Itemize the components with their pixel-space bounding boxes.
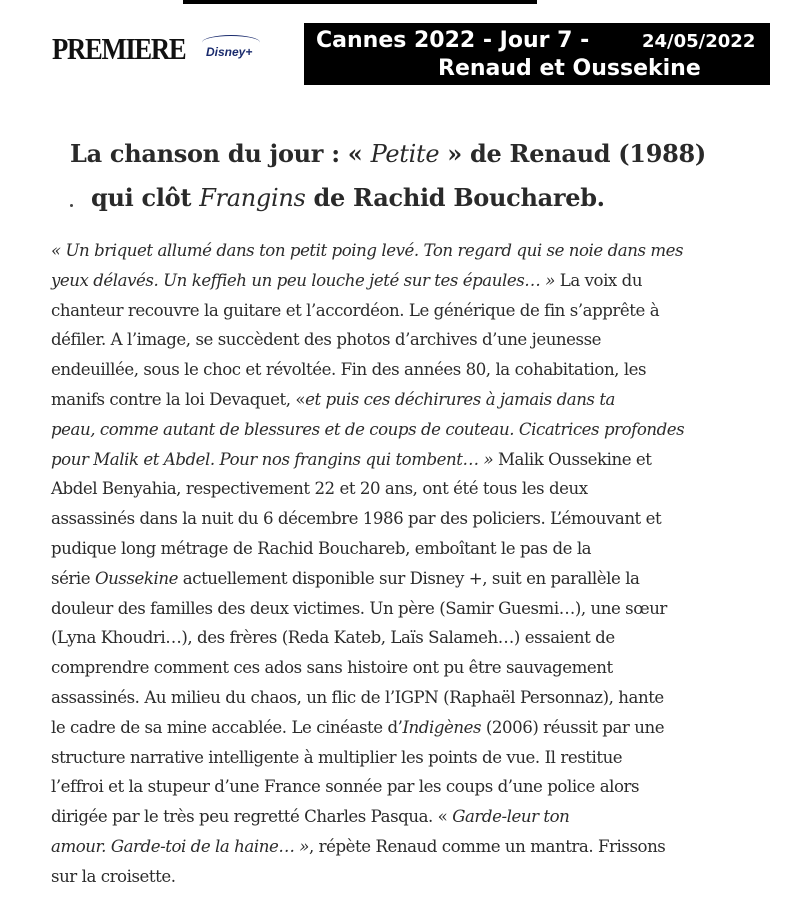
italic-text: pour Malik et Abdel. Pour nos frangins qui tombent… » — [51, 449, 494, 469]
article-line — [51, 683, 757, 713]
article-line — [51, 296, 757, 326]
text: série — [51, 568, 95, 588]
disney-plus-logo: Disney+ — [206, 45, 253, 59]
text: structure narrative intelligente à multiplier les points de vue. Il restitue — [51, 747, 623, 767]
text: manifs contre la loi Devaquet, « — [51, 389, 306, 409]
article-line — [51, 236, 757, 266]
article-line — [51, 772, 757, 802]
italic-text: « Un briquet allumé dans ton petit poing levé. Ton regard qui se noie dans mes — [51, 241, 684, 260]
article-line — [51, 385, 757, 415]
banner-date: 24/05/2022 — [642, 31, 756, 52]
article-line — [51, 534, 757, 564]
bullet-dot — [70, 204, 73, 207]
text: douleur des familles des deux victimes. Un père (Samir Guesmi…), une sœur — [51, 598, 667, 618]
article-line — [51, 474, 757, 504]
text: La voix du — [554, 270, 643, 290]
article-line — [51, 862, 757, 892]
text: assassinés dans la nuit du 6 décembre 1986 par des policiers. L’émouvant et — [51, 509, 662, 529]
text: défiler. A l’image, se succèdent des photos d’archives d’une jeunesse — [51, 330, 602, 350]
headline — [70, 132, 770, 220]
italic-text: yeux délavés. Un keffieh un peu louche jeté sur tes épaules… » — [51, 270, 555, 290]
text: dirigée par le très peu regretté Charles Pasqua. « — [51, 807, 453, 827]
italic-text: Oussekine — [94, 568, 178, 588]
text: comprendre comment ces ados sans histoire ont pu être sauvagement — [51, 658, 613, 678]
text: actuellement disponible sur Disney +, suit en parallèle la — [177, 568, 640, 588]
banner-subtitle: Renaud et Oussekine — [438, 56, 701, 81]
article-body — [51, 236, 757, 892]
article-line — [51, 355, 757, 385]
text: Abdel Benyahia, respectivement 22 et 20 ans, ont été tous les deux — [51, 479, 588, 499]
italic-text: Indigènes — [402, 717, 482, 737]
article-line — [51, 832, 757, 862]
text: sur la croisette. — [51, 866, 176, 886]
italic-text: amour. Garde-toi de la haine… » — [51, 836, 309, 856]
italic-text: peau, comme autant de blessures et de coups de couteau. Cicatrices profondes — [51, 419, 685, 439]
text: pudique long métrage de Rachid Bouchareb, emboîtant le pas de la — [51, 538, 592, 558]
article-line — [51, 564, 757, 594]
article-line — [51, 653, 757, 683]
article-line — [51, 266, 757, 296]
article-line — [51, 415, 757, 445]
article-line — [51, 623, 757, 653]
text: le cadre de sa mine accablée. Le cinéaste d’ — [51, 717, 403, 737]
text: endeuillée, sous le choc et révoltée. Fin des années 80, la cohabitation, les — [51, 360, 647, 380]
text: (Lyna Khoudri…), des frères (Reda Kateb, Laïs Salameh…) essaient de — [51, 628, 615, 648]
headline-line-1: La chanson du jour : « Petite » de Renaud (1988) — [70, 139, 706, 168]
article-line — [51, 504, 757, 534]
banner-title: Cannes 2022 - Jour 7 - — [316, 28, 590, 53]
text: (2006) réussit par une — [481, 717, 665, 737]
article-line — [51, 325, 757, 355]
text: Malik Oussekine et — [493, 449, 652, 469]
headline-line-2: qui clôt Frangins de Rachid Bouchareb. — [91, 183, 605, 212]
premiere-logo: PREMIERE — [52, 31, 186, 66]
text: assassinés. Au milieu du chaos, un flic de l’IGPN (Raphaël Personnaz), hante — [51, 687, 664, 707]
italic-text: Garde-leur ton — [452, 807, 570, 827]
date-banner — [304, 23, 770, 85]
top-rule — [183, 0, 537, 4]
article-line — [51, 743, 757, 773]
article-line — [51, 445, 757, 475]
text: chanteur recouvre la guitare et l’accordéon. Le générique de fin s’apprête à — [51, 300, 660, 320]
italic-text: et puis ces déchirures à jamais dans ta — [305, 389, 615, 409]
article-line — [51, 713, 757, 743]
text: l’effroi et la stupeur d’une France sonnée par les coups d’une police alors — [51, 777, 640, 797]
article-line — [51, 594, 757, 624]
text: , répète Renaud comme un mantra. Frissons — [309, 836, 666, 856]
article-line — [51, 802, 757, 832]
